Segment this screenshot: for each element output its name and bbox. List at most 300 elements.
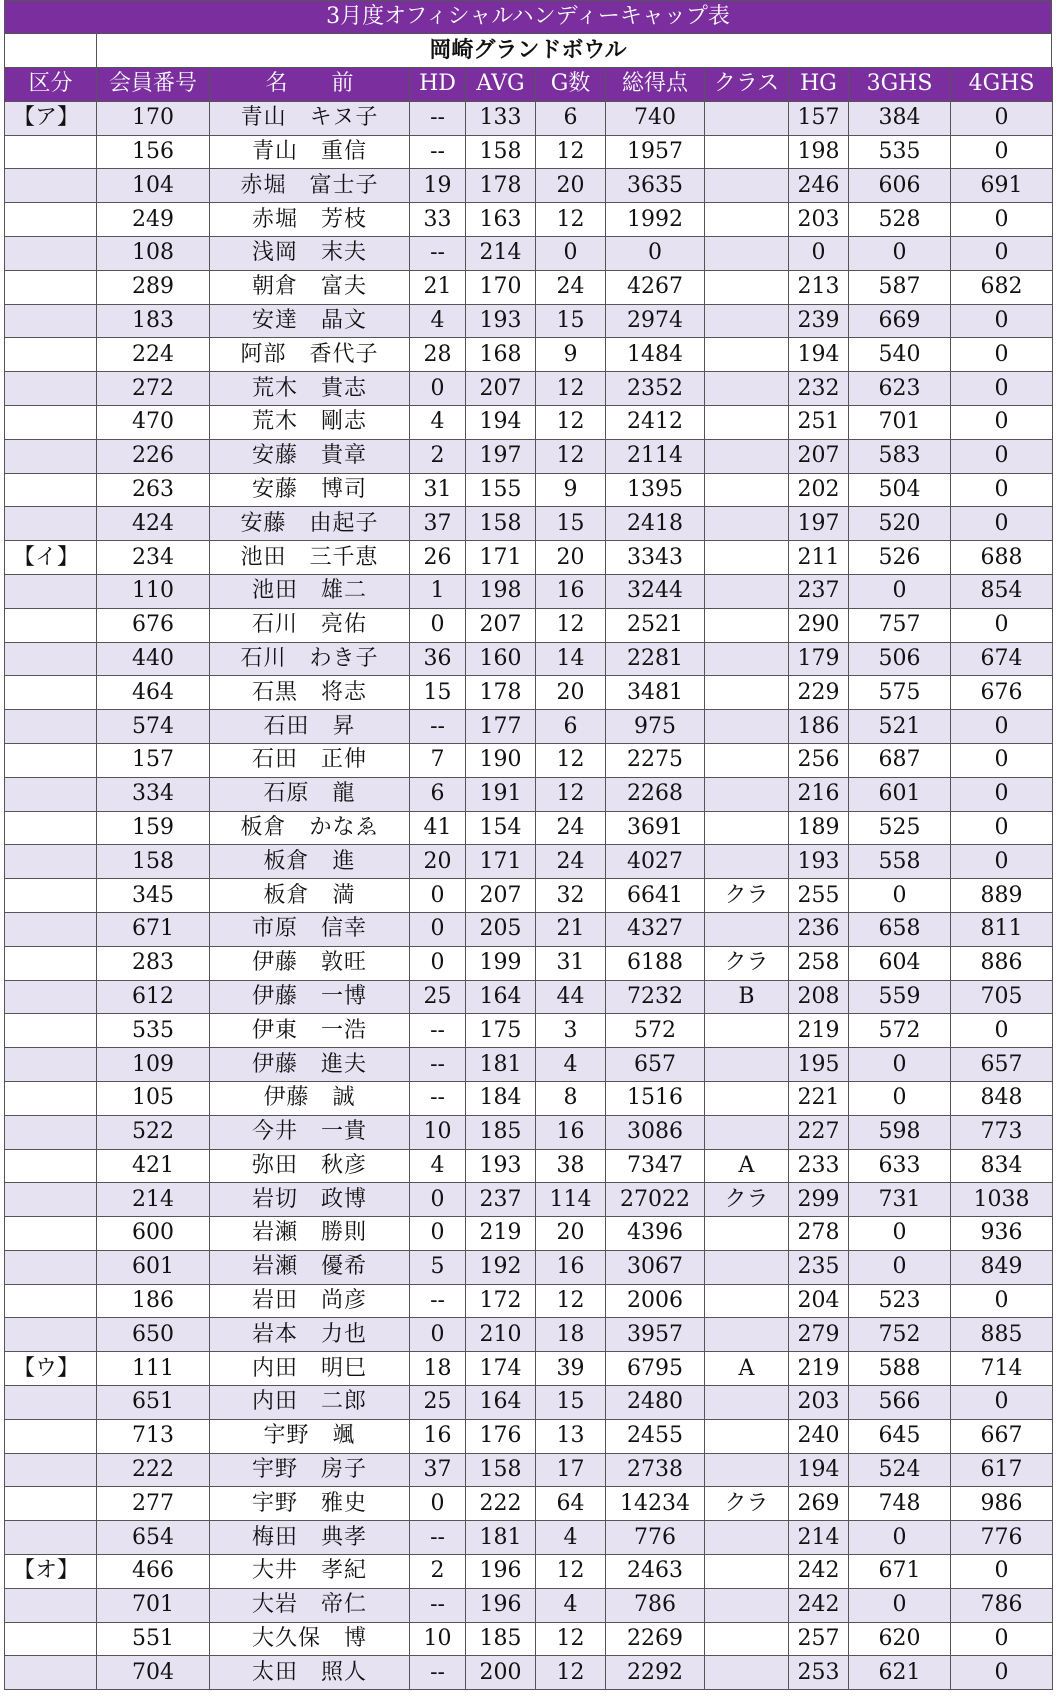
section-cell [5, 270, 97, 304]
hg-cell: 208 [789, 980, 849, 1014]
total-score-cell: 6641 [606, 879, 705, 913]
hd-cell: 28 [410, 338, 466, 372]
avg-cell: 163 [466, 203, 536, 237]
4ghs-cell: 691 [951, 169, 1053, 203]
3ghs-cell: 559 [849, 980, 951, 1014]
3ghs-cell: 645 [849, 1419, 951, 1453]
section-cell [5, 236, 97, 270]
class-cell [705, 338, 789, 372]
member-name-cell: 板倉 かなゑ [210, 811, 410, 845]
member-name-cell: 赤堀 富士子 [210, 169, 410, 203]
games-cell: 20 [536, 1217, 606, 1251]
hd-cell: 37 [410, 1453, 466, 1487]
hg-cell: 193 [789, 845, 849, 879]
4ghs-cell: 0 [951, 1014, 1053, 1048]
avg-cell: 178 [466, 676, 536, 710]
member-name-cell: 宇野 房子 [210, 1453, 410, 1487]
4ghs-cell: 848 [951, 1081, 1053, 1115]
table-row [5, 236, 1053, 270]
hg-cell: 216 [789, 777, 849, 811]
table-row [5, 574, 1053, 608]
hd-cell: 10 [410, 1115, 466, 1149]
class-cell [705, 676, 789, 710]
4ghs-cell: 811 [951, 912, 1053, 946]
member-name-cell: 大岩 帝仁 [210, 1588, 410, 1622]
member-number-cell: 157 [97, 743, 210, 777]
hg-cell: 219 [789, 1014, 849, 1048]
member-name-cell: 阿部 香代子 [210, 338, 410, 372]
4ghs-cell: 834 [951, 1149, 1053, 1183]
4ghs-cell: 688 [951, 541, 1053, 575]
hd-cell: 4 [410, 304, 466, 338]
table-row [5, 642, 1053, 676]
hd-cell: 2 [410, 1555, 466, 1589]
games-cell: 12 [536, 743, 606, 777]
class-cell [705, 1284, 789, 1318]
table-row [5, 1419, 1053, 1453]
table-row [5, 372, 1053, 406]
member-number-cell: 424 [97, 507, 210, 541]
class-cell: クラ [705, 1183, 789, 1217]
total-score-cell: 2281 [606, 642, 705, 676]
member-name-cell: 板倉 満 [210, 879, 410, 913]
hg-cell: 219 [789, 1352, 849, 1386]
hd-cell: 5 [410, 1250, 466, 1284]
table-row [5, 676, 1053, 710]
member-name-cell: 浅岡 末夫 [210, 236, 410, 270]
games-cell: 114 [536, 1183, 606, 1217]
4ghs-cell: 854 [951, 574, 1053, 608]
class-cell [705, 608, 789, 642]
hg-cell: 233 [789, 1149, 849, 1183]
avg-cell: 197 [466, 439, 536, 473]
total-score-cell: 6188 [606, 946, 705, 980]
3ghs-cell: 687 [849, 743, 951, 777]
member-number-cell: 224 [97, 338, 210, 372]
subtitle-text: 岡崎グランドボウル [429, 37, 627, 63]
section-cell [5, 777, 97, 811]
3ghs-cell: 566 [849, 1386, 951, 1420]
3ghs-cell: 0 [849, 879, 951, 913]
member-name-cell: 大久保 博 [210, 1622, 410, 1656]
section-cell [5, 608, 97, 642]
4ghs-cell: 0 [951, 1386, 1053, 1420]
member-number-cell: 108 [97, 236, 210, 270]
total-score-cell: 7347 [606, 1149, 705, 1183]
total-score-cell: 3244 [606, 574, 705, 608]
4ghs-cell: 0 [951, 1284, 1053, 1318]
hd-cell: -- [410, 135, 466, 169]
member-number-cell: 704 [97, 1656, 210, 1690]
hd-cell: 0 [410, 1487, 466, 1521]
games-cell: 31 [536, 946, 606, 980]
4ghs-cell: 0 [951, 439, 1053, 473]
avg-cell: 185 [466, 1622, 536, 1656]
member-number-cell: 601 [97, 1250, 210, 1284]
hd-cell: 0 [410, 912, 466, 946]
class-cell [705, 439, 789, 473]
games-cell: 15 [536, 1386, 606, 1420]
member-name-cell: 伊藤 一博 [210, 980, 410, 1014]
section-cell [5, 1487, 97, 1521]
hd-cell: 36 [410, 642, 466, 676]
3ghs-cell: 669 [849, 304, 951, 338]
class-cell [705, 203, 789, 237]
avg-cell: 181 [466, 1521, 536, 1555]
member-number-cell: 574 [97, 710, 210, 744]
hd-cell: -- [410, 1048, 466, 1082]
games-cell: 20 [536, 676, 606, 710]
class-cell [705, 270, 789, 304]
hg-cell: 253 [789, 1656, 849, 1690]
avg-cell: 191 [466, 777, 536, 811]
member-number-cell: 713 [97, 1419, 210, 1453]
total-score-cell: 1484 [606, 338, 705, 372]
table-row [5, 1656, 1053, 1690]
section-cell [5, 845, 97, 879]
avg-cell: 193 [466, 1149, 536, 1183]
member-number-cell: 105 [97, 1081, 210, 1115]
header-4ghs: 4GHS [951, 68, 1053, 102]
class-cell [705, 1014, 789, 1048]
hg-cell: 194 [789, 1453, 849, 1487]
3ghs-cell: 572 [849, 1014, 951, 1048]
member-number-cell: 289 [97, 270, 210, 304]
3ghs-cell: 587 [849, 270, 951, 304]
games-cell: 15 [536, 507, 606, 541]
member-number-cell: 440 [97, 642, 210, 676]
member-name-cell: 石黒 将志 [210, 676, 410, 710]
header-avg: AVG [466, 68, 536, 102]
class-cell [705, 304, 789, 338]
games-cell: 20 [536, 541, 606, 575]
section-cell [5, 1115, 97, 1149]
3ghs-cell: 535 [849, 135, 951, 169]
member-name-cell: 伊藤 進夫 [210, 1048, 410, 1082]
avg-cell: 133 [466, 101, 536, 135]
section-cell [5, 710, 97, 744]
avg-cell: 158 [466, 507, 536, 541]
total-score-cell: 3481 [606, 676, 705, 710]
member-name-cell: 板倉 進 [210, 845, 410, 879]
avg-cell: 158 [466, 135, 536, 169]
hg-cell: 256 [789, 743, 849, 777]
3ghs-cell: 0 [849, 1048, 951, 1082]
section-cell [5, 507, 97, 541]
hd-cell: -- [410, 710, 466, 744]
member-name-cell: 岩瀬 優希 [210, 1250, 410, 1284]
class-cell: A [705, 1149, 789, 1183]
hd-cell: 1 [410, 574, 466, 608]
3ghs-cell: 588 [849, 1352, 951, 1386]
hd-cell: 4 [410, 1149, 466, 1183]
member-number-cell: 110 [97, 574, 210, 608]
hd-cell: 4 [410, 405, 466, 439]
member-name-cell: 岩切 政博 [210, 1183, 410, 1217]
member-number-cell: 109 [97, 1048, 210, 1082]
header-3ghs: 3GHS [849, 68, 951, 102]
games-cell: 6 [536, 710, 606, 744]
avg-cell: 198 [466, 574, 536, 608]
class-cell [705, 1656, 789, 1690]
4ghs-cell: 886 [951, 946, 1053, 980]
3ghs-cell: 633 [849, 1149, 951, 1183]
3ghs-cell: 575 [849, 676, 951, 710]
member-name-cell: 安藤 由起子 [210, 507, 410, 541]
games-cell: 12 [536, 608, 606, 642]
hg-cell: 242 [789, 1555, 849, 1589]
hg-cell: 239 [789, 304, 849, 338]
class-cell [705, 405, 789, 439]
member-number-cell: 551 [97, 1622, 210, 1656]
3ghs-cell: 757 [849, 608, 951, 642]
games-cell: 18 [536, 1318, 606, 1352]
4ghs-cell: 0 [951, 1555, 1053, 1589]
hd-cell: 10 [410, 1622, 466, 1656]
section-cell [5, 405, 97, 439]
hg-cell: 257 [789, 1622, 849, 1656]
total-score-cell: 1516 [606, 1081, 705, 1115]
hg-cell: 279 [789, 1318, 849, 1352]
section-cell [5, 439, 97, 473]
3ghs-cell: 0 [849, 574, 951, 608]
hd-cell: 0 [410, 1318, 466, 1352]
avg-cell: 200 [466, 1656, 536, 1690]
3ghs-cell: 384 [849, 101, 951, 135]
3ghs-cell: 523 [849, 1284, 951, 1318]
4ghs-cell: 885 [951, 1318, 1053, 1352]
table-row [5, 608, 1053, 642]
hd-cell: 6 [410, 777, 466, 811]
4ghs-cell: 0 [951, 304, 1053, 338]
hd-cell: 7 [410, 743, 466, 777]
games-cell: 64 [536, 1487, 606, 1521]
hg-cell: 255 [789, 879, 849, 913]
4ghs-cell: 936 [951, 1217, 1053, 1251]
section-cell [5, 1081, 97, 1115]
section-cell [5, 304, 97, 338]
3ghs-cell: 506 [849, 642, 951, 676]
hg-cell: 240 [789, 1419, 849, 1453]
member-number-cell: 654 [97, 1521, 210, 1555]
4ghs-cell: 776 [951, 1521, 1053, 1555]
member-name-cell: 内田 二郎 [210, 1386, 410, 1420]
games-cell: 9 [536, 338, 606, 372]
member-number-cell: 222 [97, 1453, 210, 1487]
hd-cell: 0 [410, 608, 466, 642]
class-cell [705, 372, 789, 406]
3ghs-cell: 521 [849, 710, 951, 744]
hd-cell: 2 [410, 439, 466, 473]
member-number-cell: 214 [97, 1183, 210, 1217]
member-number-cell: 470 [97, 405, 210, 439]
table-row [5, 473, 1053, 507]
class-cell: A [705, 1352, 789, 1386]
hd-cell: 20 [410, 845, 466, 879]
class-cell [705, 236, 789, 270]
hg-cell: 227 [789, 1115, 849, 1149]
class-cell [705, 1453, 789, 1487]
games-cell: 16 [536, 1250, 606, 1284]
avg-cell: 184 [466, 1081, 536, 1115]
table-row [5, 1352, 1053, 1386]
member-name-cell: 弥田 秋彦 [210, 1149, 410, 1183]
hd-cell: -- [410, 1656, 466, 1690]
member-number-cell: 334 [97, 777, 210, 811]
avg-cell: 174 [466, 1352, 536, 1386]
4ghs-cell: 705 [951, 980, 1053, 1014]
section-cell [5, 1284, 97, 1318]
avg-cell: 219 [466, 1217, 536, 1251]
class-cell [705, 1622, 789, 1656]
hg-cell: 179 [789, 642, 849, 676]
hd-cell: 0 [410, 1217, 466, 1251]
games-cell: 13 [536, 1419, 606, 1453]
member-number-cell: 104 [97, 169, 210, 203]
member-name-cell: 太田 照人 [210, 1656, 410, 1690]
class-cell [705, 845, 789, 879]
3ghs-cell: 540 [849, 338, 951, 372]
section-cell [5, 1656, 97, 1690]
avg-cell: 207 [466, 372, 536, 406]
header-hg: HG [789, 68, 849, 102]
4ghs-cell: 0 [951, 135, 1053, 169]
hg-cell: 221 [789, 1081, 849, 1115]
games-cell: 16 [536, 574, 606, 608]
member-number-cell: 701 [97, 1588, 210, 1622]
hd-cell: -- [410, 236, 466, 270]
member-number-cell: 466 [97, 1555, 210, 1589]
total-score-cell: 2455 [606, 1419, 705, 1453]
table-row [5, 169, 1053, 203]
hg-cell: 251 [789, 405, 849, 439]
games-cell: 4 [536, 1521, 606, 1555]
class-cell [705, 541, 789, 575]
member-number-cell: 671 [97, 912, 210, 946]
section-cell [5, 1149, 97, 1183]
table-row [5, 1453, 1053, 1487]
class-cell [705, 1217, 789, 1251]
3ghs-cell: 520 [849, 507, 951, 541]
total-score-cell: 3086 [606, 1115, 705, 1149]
avg-cell: 207 [466, 879, 536, 913]
avg-cell: 193 [466, 304, 536, 338]
member-name-cell: 今井 一貴 [210, 1115, 410, 1149]
games-cell: 12 [536, 1555, 606, 1589]
total-score-cell: 2269 [606, 1622, 705, 1656]
member-name-cell: 安藤 貴章 [210, 439, 410, 473]
4ghs-cell: 0 [951, 405, 1053, 439]
section-cell [5, 1048, 97, 1082]
member-number-cell: 612 [97, 980, 210, 1014]
table-row [5, 1588, 1053, 1622]
member-name-cell: 朝倉 富夫 [210, 270, 410, 304]
member-name-cell: 青山 キヌ子 [210, 101, 410, 135]
section-cell [5, 135, 97, 169]
section-cell: 【イ】 [5, 541, 97, 575]
table-row [5, 1521, 1053, 1555]
total-score-cell: 3957 [606, 1318, 705, 1352]
class-cell [705, 135, 789, 169]
class-cell: クラ [705, 1487, 789, 1521]
member-name-cell: 石田 昇 [210, 710, 410, 744]
games-cell: 12 [536, 135, 606, 169]
games-cell: 17 [536, 1453, 606, 1487]
hd-cell: 31 [410, 473, 466, 507]
hg-cell: 290 [789, 608, 849, 642]
3ghs-cell: 658 [849, 912, 951, 946]
games-cell: 16 [536, 1115, 606, 1149]
class-cell: B [705, 980, 789, 1014]
4ghs-cell: 786 [951, 1588, 1053, 1622]
section-cell [5, 912, 97, 946]
total-score-cell: 786 [606, 1588, 705, 1622]
hg-cell: 246 [789, 169, 849, 203]
bowling-alley-name [4, 34, 1052, 67]
member-name-cell: 赤堀 芳枝 [210, 203, 410, 237]
games-cell: 6 [536, 101, 606, 135]
member-number-cell: 183 [97, 304, 210, 338]
avg-cell: 158 [466, 1453, 536, 1487]
hd-cell: 18 [410, 1352, 466, 1386]
hd-cell: 16 [410, 1419, 466, 1453]
total-score-cell: 776 [606, 1521, 705, 1555]
hg-cell: 0 [789, 236, 849, 270]
table-row [5, 304, 1053, 338]
games-cell: 32 [536, 879, 606, 913]
games-cell: 12 [536, 1622, 606, 1656]
hd-cell: 25 [410, 1386, 466, 1420]
avg-cell: 207 [466, 608, 536, 642]
member-number-cell: 421 [97, 1149, 210, 1183]
avg-cell: 171 [466, 845, 536, 879]
total-score-cell: 572 [606, 1014, 705, 1048]
total-score-cell: 2292 [606, 1656, 705, 1690]
4ghs-cell: 0 [951, 743, 1053, 777]
table-row [5, 1622, 1053, 1656]
avg-cell: 205 [466, 912, 536, 946]
hd-cell: 0 [410, 946, 466, 980]
member-name-cell: 岩瀬 勝則 [210, 1217, 410, 1251]
member-name-cell: 池田 雄二 [210, 574, 410, 608]
3ghs-cell: 524 [849, 1453, 951, 1487]
table-row [5, 1014, 1053, 1048]
hd-cell: -- [410, 1284, 466, 1318]
3ghs-cell: 0 [849, 236, 951, 270]
member-number-cell: 170 [97, 101, 210, 135]
hg-cell: 211 [789, 541, 849, 575]
3ghs-cell: 701 [849, 405, 951, 439]
member-name-cell: 石原 龍 [210, 777, 410, 811]
3ghs-cell: 0 [849, 1521, 951, 1555]
member-name-cell: 伊藤 誠 [210, 1081, 410, 1115]
header-section: 区分 [5, 68, 97, 102]
3ghs-cell: 620 [849, 1622, 951, 1656]
section-cell [5, 743, 97, 777]
3ghs-cell: 606 [849, 169, 951, 203]
4ghs-cell: 0 [951, 473, 1053, 507]
hd-cell: -- [410, 101, 466, 135]
3ghs-cell: 671 [849, 1555, 951, 1589]
member-name-cell: 石田 正伸 [210, 743, 410, 777]
table-row [5, 1386, 1053, 1420]
member-number-cell: 277 [97, 1487, 210, 1521]
3ghs-cell: 752 [849, 1318, 951, 1352]
section-cell [5, 1622, 97, 1656]
games-cell: 20 [536, 169, 606, 203]
hg-cell: 242 [789, 1588, 849, 1622]
hd-cell: 37 [410, 507, 466, 541]
